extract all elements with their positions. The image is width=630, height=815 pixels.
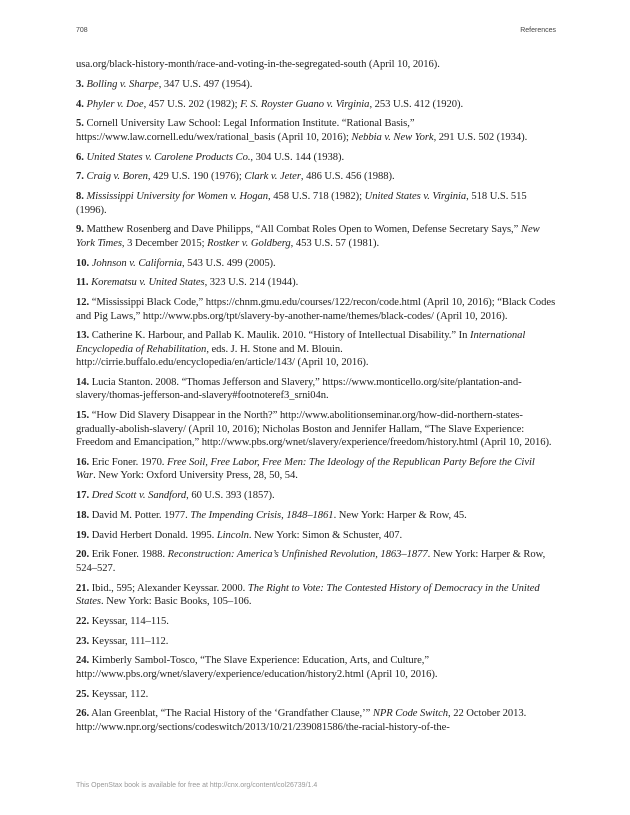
reference-text: Lucia Stanton. 2008. “Thomas Jefferson and Slavery,” https://www.monticello.org/site/plantation-and-slavery/thomas-jefferson-and-slavery#footnoteref3_srni04n.	[76, 377, 522, 402]
reference-text: . New York: Harper & Row, 524–527.	[76, 549, 546, 574]
reference-entry	[76, 276, 556, 289]
reference-entry	[76, 58, 556, 71]
reference-number: 18.	[76, 509, 90, 521]
reference-title: Dred Scott v. Sandford	[91, 490, 187, 502]
reference-number: 7.	[76, 171, 84, 183]
reference-text: . New York: Simon & Schuster, 407.	[248, 529, 403, 541]
reference-text: , 543 U.S. 499 (2005).	[181, 257, 276, 269]
reference-entry	[76, 456, 556, 483]
reference-text: Catherine K. Harbour, and Pallab K. Maulik. 2010. “History of Intellectual Disability.” In	[91, 330, 470, 342]
reference-title: Korematsu v. United States	[91, 277, 205, 289]
reference-entry	[76, 190, 556, 217]
reference-number: 16.	[76, 456, 90, 468]
reference-text: , 458 U.S. 718 (1982);	[268, 191, 365, 203]
reference-number: 11.	[76, 277, 89, 289]
reference-entry	[76, 78, 556, 91]
reference-entry	[76, 170, 556, 183]
section-title: References	[520, 27, 556, 34]
reference-text: , 291 U.S. 502 (1934).	[433, 131, 528, 143]
reference-entry	[76, 257, 556, 270]
reference-number: 13.	[76, 330, 90, 342]
reference-number: 9.	[76, 224, 84, 236]
reference-text: David Herbert Donald. 1995.	[91, 529, 217, 541]
reference-entry	[76, 707, 556, 734]
page-footer: This OpenStax book is available for free at http://cnx.org/content/col26739/1.4	[76, 782, 318, 789]
reference-number: 19.	[76, 529, 90, 541]
reference-number: 24.	[76, 655, 90, 667]
reference-number: 15.	[76, 410, 90, 422]
reference-entry	[76, 296, 556, 323]
reference-entry	[76, 688, 556, 701]
reference-number: 8.	[76, 191, 84, 203]
reference-text: , 253 U.S. 412 (1920).	[369, 98, 464, 110]
reference-text: Eric Foner. 1970.	[91, 456, 168, 468]
reference-text: . New York: Harper & Row, 45.	[333, 509, 467, 521]
reference-number: 14.	[76, 377, 90, 388]
reference-title: United States v. Virginia	[364, 191, 467, 203]
page-number: 708	[76, 27, 88, 34]
reference-number: 12.	[76, 297, 90, 309]
reference-text: . New York: Basic Books, 105–106.	[101, 596, 252, 608]
reference-number: 25.	[76, 688, 90, 700]
reference-entry	[76, 376, 556, 403]
reference-entry	[76, 409, 556, 449]
reference-text: Alan Greenblat, “The Racial History of the ‘Grandfather Clause,’”	[91, 708, 373, 720]
reference-text: , 347 U.S. 497 (1954).	[158, 78, 253, 90]
reference-text: Kimberly Sambol-Tosco, “The Slave Experience: Education, Arts, and Culture,” http://www.pbs.org/wnet/slavery/experience/education/history2.html (April 10, 2016).	[76, 655, 438, 680]
reference-text: Keyssar, 111–112.	[91, 635, 169, 647]
reference-number: 10.	[76, 257, 90, 269]
reference-entry	[76, 635, 556, 648]
reference-title: Mississippi University for Women v. Hogan	[86, 191, 269, 203]
reference-text: , 457 U.S. 202 (1982);	[143, 98, 241, 110]
reference-title: Phyler v. Doe	[86, 98, 144, 110]
reference-entry	[76, 329, 556, 369]
reference-text: , 323 U.S. 214 (1944).	[204, 277, 299, 289]
reference-title: The Impending Crisis, 1848–1861	[190, 509, 334, 521]
reference-entry	[76, 582, 556, 609]
reference-title: The Right to Vote: The Contested History of Democracy in the United States	[76, 582, 540, 608]
reference-title: Reconstruction: America’s Unfinished Revolution, 1863–1877	[167, 549, 428, 561]
reference-text: Erik Foner. 1988.	[91, 549, 168, 561]
reference-entry	[76, 98, 556, 111]
reference-title: United States v. Carolene Products Co.	[86, 151, 251, 163]
reference-title: Free Soil, Free Labor, Free Men: The Ideology of the Republican Party Before the Civil War	[76, 456, 535, 482]
reference-entry	[76, 117, 556, 144]
reference-title: F. S. Royster Guano v. Virginia	[240, 98, 370, 110]
reference-number: 22.	[76, 615, 90, 627]
reference-entry	[76, 529, 556, 542]
reference-title: Craig v. Boren	[86, 171, 148, 183]
reference-number: 21.	[76, 582, 90, 594]
reference-text: , 22 October 2013. http://www.npr.org/sections/codeswitch/2013/10/21/239081586/the-racial-history-of-the-	[76, 708, 527, 733]
reference-entry	[76, 509, 556, 522]
reference-title: Bolling v. Sharpe	[86, 78, 159, 90]
reference-entry	[76, 654, 556, 681]
reference-text: usa.org/black-history-month/race-and-voting-in-the-segregated-south (April 10, 2016).	[76, 59, 440, 70]
reference-title: Clark v. Jeter	[244, 171, 301, 183]
reference-number: 20.	[76, 549, 90, 561]
reference-text: . New York: Oxford University Press, 28, 50, 54.	[93, 470, 298, 482]
reference-text: Keyssar, 112.	[91, 688, 149, 700]
reference-text: , eds. J. H. Stone and M. Blouin. http://cirrie.buffalo.edu/encyclopedia/en/article/143/ (April 10, 2016).	[76, 343, 369, 369]
reference-entry	[76, 489, 556, 502]
reference-title: Lincoln	[216, 529, 249, 541]
reference-text: Cornell University Law School: Legal Information Institute. “Rational Basis,” https://www.law.cornell.edu/wex/rational_basis (April 10, 2016);	[76, 118, 415, 143]
reference-text: “How Did Slavery Disappear in the North?” http://www.abolitionseminar.org/how-did-northern-states-gradually-abolish-slavery/ (April 10, 2016); Nicholas Boston and Jennifer Hallam, “The Slave Experience: Freedom and Emancipation,” http://www.pbs.org/wnet/slavery/experience/freedom/history.html (April 10, 2016).	[76, 410, 552, 449]
reference-text: David M. Potter. 1977.	[91, 509, 191, 521]
reference-entry	[76, 548, 556, 575]
reference-title: New York Times	[76, 224, 540, 249]
reference-entry	[76, 223, 556, 250]
reference-text: , 60 U.S. 393 (1857).	[186, 490, 275, 502]
reference-number: 3.	[76, 78, 84, 90]
reference-number: 23.	[76, 635, 90, 647]
reference-text: Matthew Rosenberg and Dave Philipps, “All Combat Roles Open to Women, Defense Secretary Says,”	[86, 224, 521, 236]
reference-number: 6.	[76, 151, 84, 163]
reference-text: Keyssar, 114–115.	[91, 615, 169, 627]
reference-entry	[76, 615, 556, 628]
reference-entry	[76, 151, 556, 164]
reference-number: 5.	[76, 118, 84, 130]
reference-title: Johnson v. California	[91, 257, 182, 269]
reference-list	[76, 58, 556, 741]
reference-title: NPR Code Switch	[372, 708, 449, 720]
reference-text: , 3 December 2015;	[121, 237, 208, 249]
reference-title: Rostker v. Goldberg	[207, 237, 291, 249]
reference-text: “Mississippi Black Code,” https://chnm.gmu.edu/courses/122/recon/code.html (April 10, 2016); “Black Codes and Pig Laws,” http://www.pbs.org/tpt/slavery-by-another-name/themes/black-codes/ (April 10, 2016).	[76, 297, 556, 322]
reference-text: , 486 U.S. 456 (1988).	[300, 171, 395, 183]
reference-text: , 453 U.S. 57 (1981).	[290, 237, 380, 249]
reference-text: , 518 U.S. 515 (1996).	[76, 191, 527, 216]
reference-number: 4.	[76, 98, 84, 110]
reference-text: , 429 U.S. 190 (1976);	[147, 171, 245, 183]
reference-text: Ibid., 595; Alexander Keyssar. 2000.	[91, 582, 248, 594]
reference-number: 17.	[76, 490, 90, 502]
reference-title: Nebbia v. New York	[351, 131, 434, 143]
reference-title: International Encyclopedia of Rehabilitation	[76, 330, 526, 355]
reference-number: 26.	[76, 708, 90, 720]
reference-text: , 304 U.S. 144 (1938).	[250, 151, 345, 163]
